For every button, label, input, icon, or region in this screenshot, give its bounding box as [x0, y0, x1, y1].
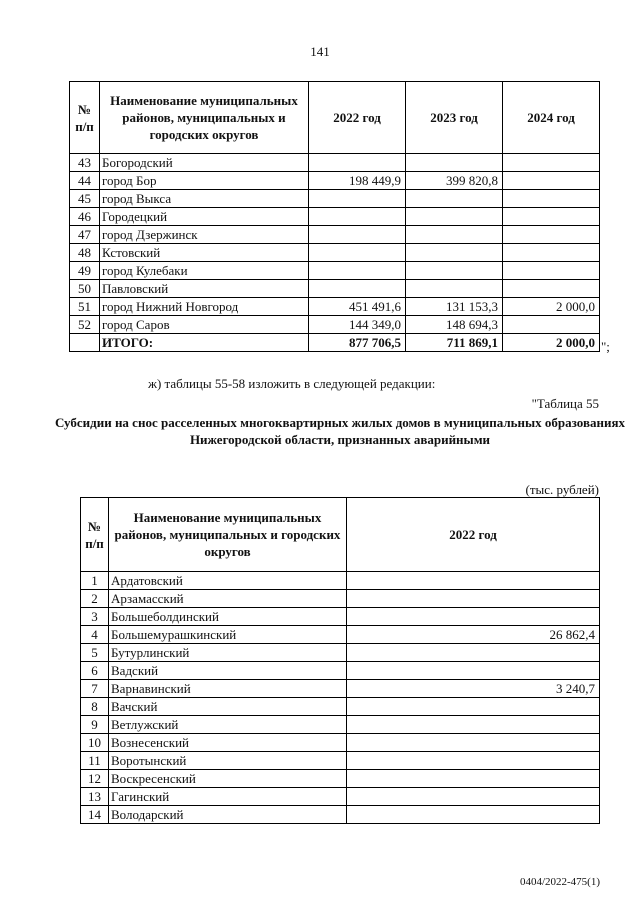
- municipality-name: Арзамасский: [109, 590, 347, 608]
- value-2022: [347, 572, 600, 590]
- table-row: [70, 154, 600, 172]
- municipality-name: Гагинский: [109, 788, 347, 806]
- value-2022: [347, 770, 600, 788]
- value-2022: 3 240,7: [347, 680, 600, 698]
- table-row: [81, 770, 600, 788]
- municipality-name: Володарский: [109, 806, 347, 824]
- value-2024: [503, 280, 600, 298]
- row-number: 4: [81, 626, 109, 644]
- header-num: № п/п: [70, 82, 100, 154]
- value-2022: 451 491,6: [309, 298, 406, 316]
- table-row: [70, 190, 600, 208]
- row-number: 5: [81, 644, 109, 662]
- value-2024: [503, 262, 600, 280]
- total-label: ИТОГО:: [100, 334, 309, 352]
- table-row: [70, 316, 600, 334]
- table-row: [81, 734, 600, 752]
- header-2022: 2022 год: [347, 498, 600, 572]
- value-2022: [309, 208, 406, 226]
- municipality-name: Большеболдинский: [109, 608, 347, 626]
- value-2022: [347, 698, 600, 716]
- municipality-name: город Кулебаки: [100, 262, 309, 280]
- row-number: 3: [81, 608, 109, 626]
- value-2022: [347, 752, 600, 770]
- table-row: [81, 788, 600, 806]
- value-2022: [347, 644, 600, 662]
- row-number: 48: [70, 244, 100, 262]
- value-2022: [309, 226, 406, 244]
- table-row: [70, 244, 600, 262]
- value-2024: [503, 244, 600, 262]
- row-number: 1: [81, 572, 109, 590]
- total-2023: 711 869,1: [406, 334, 503, 352]
- municipality-name: Богородский: [100, 154, 309, 172]
- value-2024: 2 000,0: [503, 298, 600, 316]
- municipality-name: Вадский: [109, 662, 347, 680]
- municipality-name: Вачский: [109, 698, 347, 716]
- value-2024: [503, 316, 600, 334]
- header-num: № п/п: [81, 498, 109, 572]
- value-2022: [347, 608, 600, 626]
- row-number: 44: [70, 172, 100, 190]
- table-row: [70, 226, 600, 244]
- document-code: 0404/2022-475(1): [519, 876, 600, 888]
- closing-quote: ";: [601, 339, 610, 354]
- value-2024: [503, 172, 600, 190]
- section-title: Субсидии на снос расселенных многоквартирных жилых домов в муниципальных образованиях Нижегородской области, признанных аварийными: [54, 415, 626, 447]
- value-2022: [309, 190, 406, 208]
- value-2022: [309, 280, 406, 298]
- table-row: [81, 644, 600, 662]
- page-number: 141: [310, 44, 330, 59]
- value-2022: [347, 806, 600, 824]
- value-2023: 399 820,8: [406, 172, 503, 190]
- row-number: 8: [81, 698, 109, 716]
- municipality-name: Воротынский: [109, 752, 347, 770]
- header-name: Наименование муниципальных районов, муниципальных и городских округов: [100, 82, 309, 154]
- table-row: [81, 608, 600, 626]
- row-number: 47: [70, 226, 100, 244]
- value-2024: [503, 226, 600, 244]
- value-2022: [347, 716, 600, 734]
- value-2023: [406, 154, 503, 172]
- municipality-name: город Нижний Новгород: [100, 298, 309, 316]
- row-number: 52: [70, 316, 100, 334]
- municipality-name: город Саров: [100, 316, 309, 334]
- table-row: [70, 208, 600, 226]
- value-2022: [347, 788, 600, 806]
- table-row: [81, 752, 600, 770]
- row-number: 46: [70, 208, 100, 226]
- row-number: 13: [81, 788, 109, 806]
- value-2023: [406, 190, 503, 208]
- header-2024: 2024 год: [503, 82, 600, 154]
- value-2023: [406, 280, 503, 298]
- row-number: 7: [81, 680, 109, 698]
- table-row: [81, 716, 600, 734]
- table-row: [70, 280, 600, 298]
- value-2022: 144 349,0: [309, 316, 406, 334]
- total-2022: 877 706,5: [309, 334, 406, 352]
- municipality-name: город Бор: [100, 172, 309, 190]
- value-2023: [406, 262, 503, 280]
- table-label: "Таблица 55: [531, 396, 599, 411]
- total-2024: 2 000,0: [503, 334, 600, 352]
- table-row: [81, 626, 600, 644]
- value-2022: [309, 244, 406, 262]
- value-2022: [347, 662, 600, 680]
- value-2023: 148 694,3: [406, 316, 503, 334]
- municipality-name: Бутурлинский: [109, 644, 347, 662]
- row-number: 51: [70, 298, 100, 316]
- municipality-name: Вознесенский: [109, 734, 347, 752]
- value-2022: [347, 734, 600, 752]
- subsidy-table-continued: [69, 81, 600, 352]
- table-row: [81, 572, 600, 590]
- header-2022: 2022 год: [309, 82, 406, 154]
- municipality-name: город Выкса: [100, 190, 309, 208]
- value-2023: 131 153,3: [406, 298, 503, 316]
- value-2024: [503, 154, 600, 172]
- value-2023: [406, 226, 503, 244]
- demolition-subsidy-table: [80, 497, 600, 824]
- value-2024: [503, 190, 600, 208]
- row-number: 14: [81, 806, 109, 824]
- municipality-name: Городецкий: [100, 208, 309, 226]
- municipality-name: Большемурашкинский: [109, 626, 347, 644]
- municipality-name: Ардатовский: [109, 572, 347, 590]
- municipality-name: Павловский: [100, 280, 309, 298]
- row-number: 45: [70, 190, 100, 208]
- row-number: 10: [81, 734, 109, 752]
- row-number: 11: [81, 752, 109, 770]
- value-2022: [347, 590, 600, 608]
- municipality-name: город Дзержинск: [100, 226, 309, 244]
- header-name: Наименование муниципальных районов, муниципальных и городских округов: [109, 498, 347, 572]
- units-label: (тыс. рублей): [525, 482, 599, 497]
- instruction-text: ж) таблицы 55-58 изложить в следующей редакции:: [148, 376, 436, 391]
- value-2022: 198 449,9: [309, 172, 406, 190]
- row-number: 50: [70, 280, 100, 298]
- municipality-name: Ветлужский: [109, 716, 347, 734]
- row-number: 12: [81, 770, 109, 788]
- table-row: [70, 172, 600, 190]
- row-number: 6: [81, 662, 109, 680]
- row-number: 2: [81, 590, 109, 608]
- value-2022: [309, 154, 406, 172]
- row-number: 49: [70, 262, 100, 280]
- table-row: [81, 662, 600, 680]
- value-2023: [406, 208, 503, 226]
- table-row: [70, 262, 600, 280]
- municipality-name: Варнавинский: [109, 680, 347, 698]
- table-row: [81, 698, 600, 716]
- header-2023: 2023 год: [406, 82, 503, 154]
- table-row: [81, 590, 600, 608]
- value-2024: [503, 208, 600, 226]
- table-row: [81, 680, 600, 698]
- total-num-cell: [70, 334, 100, 352]
- municipality-name: Кстовский: [100, 244, 309, 262]
- value-2022: 26 862,4: [347, 626, 600, 644]
- value-2023: [406, 244, 503, 262]
- municipality-name: Воскресенский: [109, 770, 347, 788]
- row-number: 9: [81, 716, 109, 734]
- value-2022: [309, 262, 406, 280]
- row-number: 43: [70, 154, 100, 172]
- total-row: [70, 334, 600, 352]
- table-row: [70, 298, 600, 316]
- table-row: [81, 806, 600, 824]
